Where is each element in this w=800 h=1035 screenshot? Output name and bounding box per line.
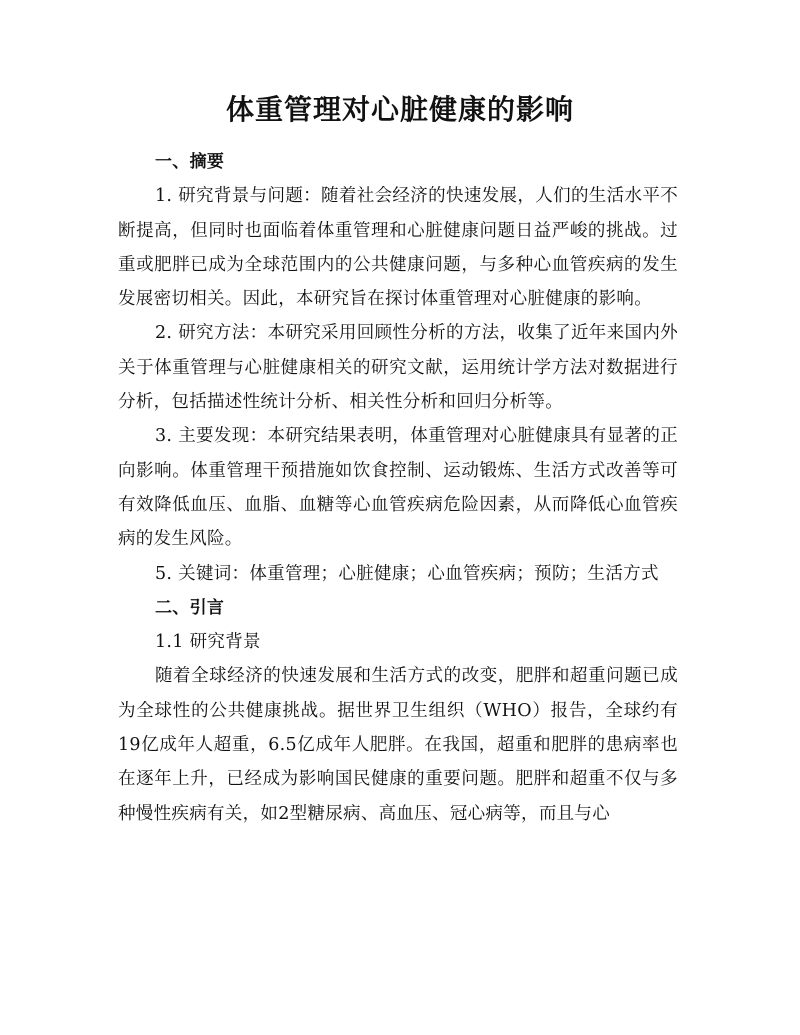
document-body xyxy=(118,145,678,831)
abstract-paragraph-methods: 2. 研究方法：本研究采用回顾性分析的方法，收集了近年来国内外关于体重管理与心脏健康相关的研究文献，运用统计学方法对数据进行分析，包括描述性统计分析、相关性分析和回归分析等。 xyxy=(118,323,678,413)
abstract-paragraph-keywords: 5. 关键词：体重管理；心脏健康；心血管疾病；预防；生活方式 xyxy=(155,563,659,584)
section-heading-introduction: 二、引言 xyxy=(155,597,225,618)
abstract-paragraph-background: 1. 研究背景与问题：随着社会经济的快速发展，人们的生活水平不断提高，但同时也面临着体重管理和心脏健康问题日益严峻的挑战。过重或肥胖已成为全球范围内的公共健康问题，与多种心血管疾病的发生发展密切相关。因此，本研究旨在探讨体重管理对心脏健康的影响。 xyxy=(118,186,678,310)
introduction-paragraph: 随着全球经济的快速发展和生活方式的改变，肥胖和超重问题已成为全球性的公共健康挑战。据世界卫生组织（WHO）报告，全球约有19亿成年人超重，6.5亿成年人肥胖。在我国，超重和肥胖的患病率也在逐年上升，已经成为影响国民健康的重要问题。肥胖和超重不仅与多种慢性疾病有关，如2型糖尿病、高血压、冠心病等，而且与心 xyxy=(118,666,678,824)
section-heading-abstract: 一、摘要 xyxy=(155,152,225,172)
abstract-paragraph-findings: 3. 主要发现：本研究结果表明，体重管理对心脏健康具有显著的正向影响。体重管理干预措施如饮食控制、运动锻炼、生活方式改善等可有效降低血压、血脂、血糖等心血管疾病危险因素，从而降低心血管疾病的发生风险。 xyxy=(118,426,678,550)
document-title: 体重管理对心脏健康的影响 xyxy=(225,93,574,126)
subsection-heading-background: 1.1 研究背景 xyxy=(155,632,261,653)
